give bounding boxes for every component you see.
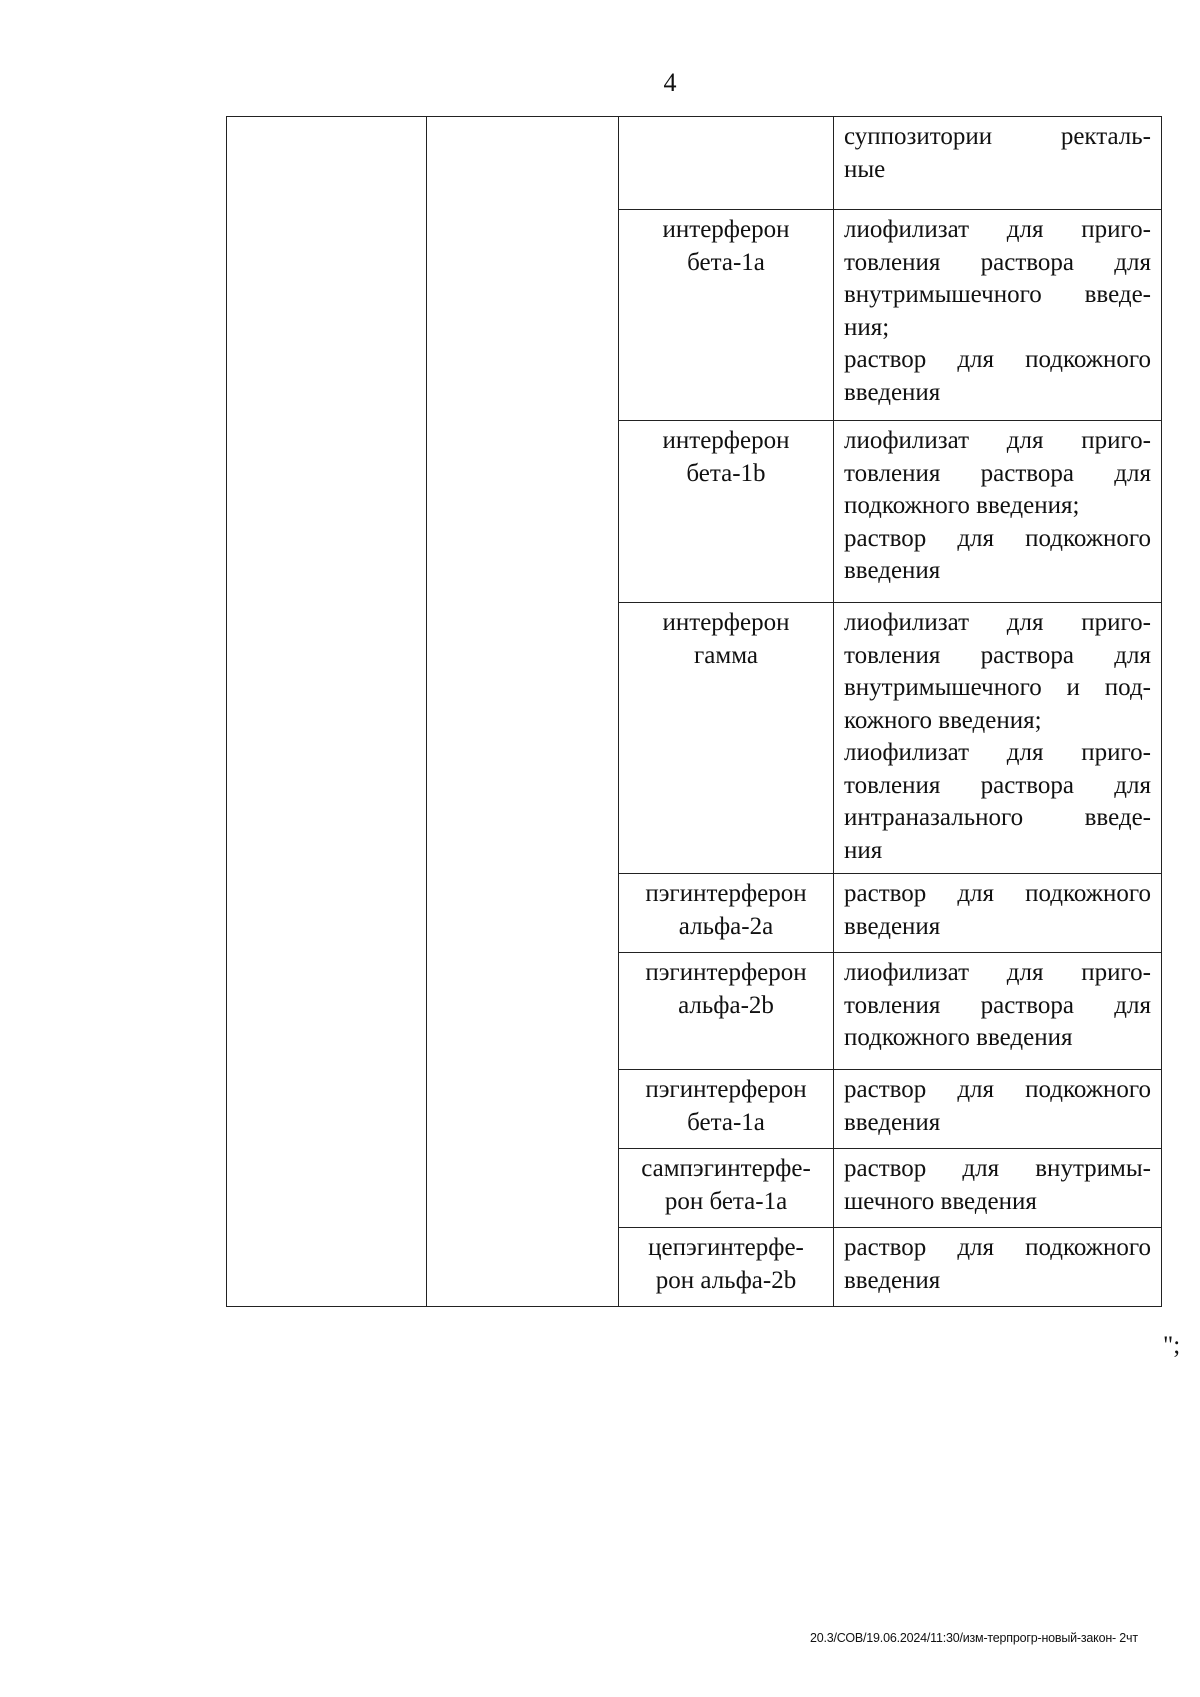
drug-name-line: рон бета-1a: [664, 1187, 788, 1215]
drug-table-body: [227, 117, 1162, 1307]
drug-name-line: бета-1b: [686, 459, 766, 487]
dosage-form-line: раствор для подкожного: [844, 524, 1151, 552]
dosage-form-line: введения: [844, 912, 941, 940]
dosage-form-line: введения: [844, 378, 941, 406]
drug-name-line: альфа-2a: [678, 912, 774, 940]
dosage-form-line: ные: [844, 155, 886, 183]
dosage-form-cell: [834, 421, 1162, 603]
dosage-form-cell: [834, 1070, 1162, 1149]
drug-name-line: бета-1a: [687, 248, 765, 276]
drug-name-cell: [619, 1149, 834, 1228]
drug-name-line: альфа-2b: [678, 991, 774, 1019]
drug-name-cell: [619, 421, 834, 603]
dosage-form-cell: [834, 953, 1162, 1070]
drug-name-line: интерферон: [662, 427, 790, 454]
drug-name-line: бета-1a: [687, 1108, 765, 1136]
table-row: [227, 117, 1162, 210]
drug-name-line: пэгинтерферон: [645, 880, 807, 907]
drug-name-cell: [619, 210, 834, 421]
dosage-form-line: товления раствора для: [844, 991, 1151, 1019]
dosage-form-line: товления раствора для: [844, 641, 1151, 669]
dosage-form-line: интраназального введе-: [844, 804, 1151, 831]
page-number: 4: [663, 68, 677, 97]
dosage-form-line: внутримышечного введе-: [844, 281, 1151, 308]
drug-name-cell: [619, 1228, 834, 1307]
group-cell-2: [427, 117, 619, 1307]
dosage-form-line: раствор для подкожного: [844, 346, 1151, 373]
dosage-form-cell: [834, 1149, 1162, 1228]
dosage-form-line: товления раствора для: [844, 248, 1151, 276]
dosage-form-line: подкожного введения;: [844, 492, 1080, 519]
drug-name-cell: [619, 117, 834, 210]
dosage-form-line: раствор для подкожного: [844, 880, 1151, 907]
dosage-form-cell: [834, 210, 1162, 421]
dosage-form-line: раствор для внутримы-: [844, 1155, 1151, 1182]
dosage-form-line: внутримышечного и под-: [844, 674, 1151, 701]
dosage-form-line: товления раствора для: [844, 771, 1151, 799]
dosage-form-line: лиофилизат для приго-: [844, 216, 1151, 243]
dosage-form-cell: [834, 117, 1162, 210]
dosage-form-line: введения: [844, 557, 941, 584]
drug-name-line: пэгинтерферон: [645, 959, 807, 986]
group-cell-1: [227, 117, 427, 1307]
dosage-form-line: ния;: [844, 313, 890, 341]
dosage-form-line: лиофилизат для приго-: [844, 427, 1151, 454]
drug-name-line: интерферон: [662, 609, 790, 636]
dosage-form-cell: [834, 874, 1162, 953]
dosage-form-line: лиофилизат для приго-: [844, 959, 1151, 986]
drug-name-line: сампэгинтерфе-: [641, 1155, 811, 1182]
drug-name-line: рон альфа-2b: [655, 1266, 797, 1294]
drug-name-line: цепэгинтерфе-: [648, 1234, 804, 1261]
drug-name-line: гамма: [694, 641, 758, 669]
drug-name-cell: [619, 1070, 834, 1149]
footer-document-code: 20.3/СОВ/19.06.2024/11:30/изм-терпрогр-новый-закон- 2чт: [810, 1631, 1138, 1645]
dosage-form-cell: [834, 1228, 1162, 1307]
dosage-form-line: шечного введения: [844, 1187, 1037, 1215]
drug-name-line: пэгинтерферон: [645, 1076, 807, 1103]
dosage-form-line: лиофилизат для приго-: [844, 609, 1151, 636]
dosage-form-line: введения: [844, 1108, 941, 1136]
drug-name-cell: [619, 953, 834, 1070]
dosage-form-line: товления раствора для: [844, 459, 1151, 487]
drug-name-cell: [619, 603, 834, 874]
drug-table: [226, 116, 1162, 1307]
dosage-form-line: суппозитории ректаль-: [844, 123, 1151, 150]
dosage-form-cell: [834, 603, 1162, 874]
dosage-form-line: раствор для подкожного: [844, 1234, 1151, 1261]
closing-quote: ";: [1163, 1332, 1181, 1359]
dosage-form-line: раствор для подкожного: [844, 1076, 1151, 1103]
dosage-form-line: подкожного введения: [844, 1024, 1073, 1051]
dosage-form-line: введения: [844, 1266, 941, 1294]
drug-name-line: интерферон: [662, 216, 790, 243]
dosage-form-line: кожного введения;: [844, 706, 1042, 734]
dosage-form-line: ния: [844, 836, 883, 864]
drug-name-cell: [619, 874, 834, 953]
dosage-form-line: лиофилизат для приго-: [844, 739, 1151, 766]
